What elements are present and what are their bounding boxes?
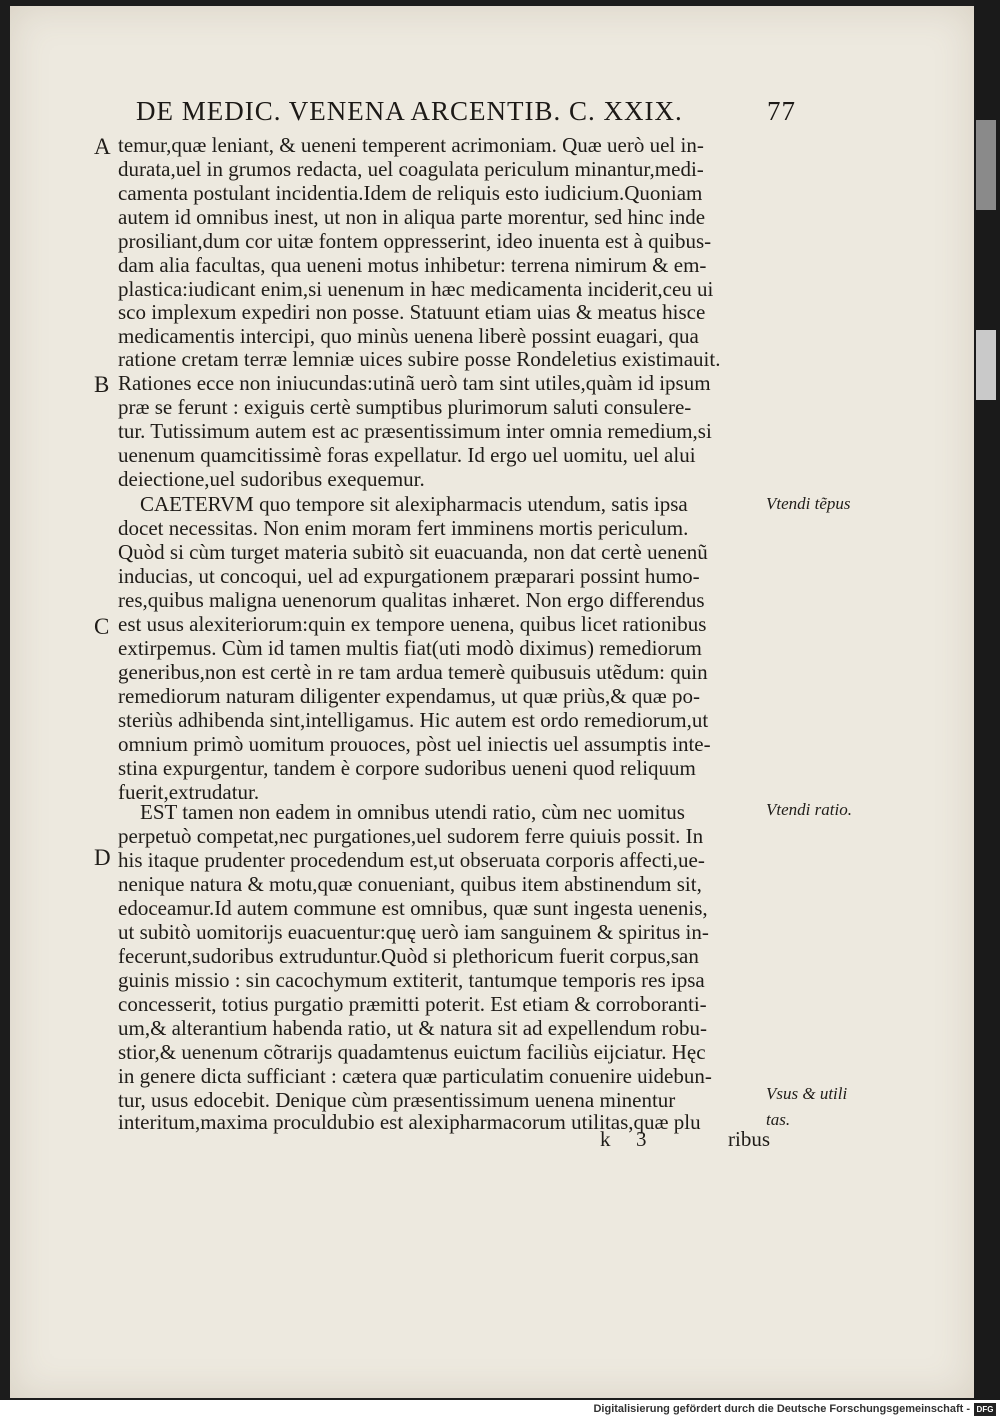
text-line: plastica:iudicant enim,si uenenum in hæc medicamenta inciderit,ceu ui <box>118 277 714 301</box>
text-line: generibus,non est certè in re tam ardua temerè quibusuis utẽdum: quin <box>118 660 708 684</box>
color-tab-light <box>976 330 996 400</box>
text-line: medicamentis intercipi, quo minùs uenena liberè possint euagari, qua <box>118 324 699 348</box>
text-line: ratione cretam terræ lemniæ uices subire posse Rondeletius existimauit. <box>118 347 721 371</box>
text-line: concesserit, totius purgatio præmitti poterit. Est etiam & corroboranti- <box>118 992 707 1016</box>
text-line: res,quibus maligna uenenorum qualitas inhæret. Non ergo differendus <box>118 588 705 612</box>
text-line: autem id omnibus inest, ut non in aliqua parte morentur, sed hinc inde <box>118 205 706 229</box>
text-line: stina expurgentur, tandem è corpore sudoribus ueneni quod reliquum <box>118 756 696 780</box>
signature-mark: k <box>600 1127 611 1151</box>
footer-bar <box>0 1400 1000 1421</box>
text-line: ut subitò uomitorijs euacuentur:quę uerò iam sanguinem & spiritus in- <box>118 920 709 944</box>
text-line: nenique natura & motu,quæ conueniant, quibus item abstinendum sit, <box>118 872 702 896</box>
text-line: durata,uel in grumos redacta, uel coagulata periculum minantur,medi- <box>118 157 704 181</box>
text-line: deiectione,uel sudoribus exequemur. <box>118 467 425 491</box>
text-line: sco implexum expediri non posse. Statuunt etiam uias & meatus hisce <box>118 300 706 324</box>
color-tab-gray <box>976 120 996 210</box>
text-line: fuerit,extrudatur. <box>118 780 260 804</box>
running-head <box>136 96 796 127</box>
text-line: his itaque prudenter procedendum est,ut obseruata corporis affecti,ue- <box>118 848 705 872</box>
text-line: uenenum quamcitissimè foras expellatur. Id ergo uel uomitu, uel alui <box>118 443 696 467</box>
section-letter-d: D <box>94 845 111 870</box>
text-line: extirpemus. Cùm id tamen multis fiat(uti modò diximus) remediorum <box>118 636 702 660</box>
text-line: um,& alterantium habenda ratio, ut & natura sit ad expellendum robu- <box>118 1016 707 1040</box>
text-line: Rationes ecce non iniucundas:utinã uerò tam sint utiles,quàm id ipsum <box>118 371 711 395</box>
text-line: stior,& uenenum cõtrarijs quadamtenus euictum faciliùs eijciatur. Hęc <box>118 1040 706 1064</box>
running-head-title: DE MEDIC. VENENA ARCENTIB. C. XXIX. <box>136 96 683 126</box>
catchword: ribus <box>728 1127 770 1151</box>
text-line: guinis missio : sin cacochymum extiterit, tantumque temporis res ipsa <box>118 968 705 992</box>
text-line: interitum,maxima proculdubio est alexipharmacorum utilitas,quæ plu <box>118 1110 701 1134</box>
text-line: Quòd si cùm turget materia subitò sit euacuanda, non dat certè uenenũ <box>118 540 708 564</box>
section-letter-a: A <box>94 134 111 159</box>
text-line: præ se ferunt : exiguis certè sumptibus plurimorum saluti consulere- <box>118 395 692 419</box>
text-line: est usus alexiteriorum:quin ex tempore uenena, quibus licet rationibus <box>118 612 707 636</box>
text-line: prosiliant,dum cor uitæ fontem oppresserint, ideo inuenta est à quibus- <box>118 229 712 253</box>
footer-credit-text: Digitalisierung gefördert durch die Deutsche Forschungsgemeinschaft - <box>593 1403 970 1415</box>
text-line: EST tamen non eadem in omnibus utendi ratio, cùm nec uomitus <box>140 800 685 824</box>
text-line: omnium primò uomitum prouoces, pòst uel iniectis uel assumptis inte- <box>118 732 711 756</box>
dfg-logo: DFG <box>974 1403 996 1416</box>
text-line: docet necessitas. Non enim moram fert imminens mortis periculum. <box>118 516 689 540</box>
text-line: fecerunt,sudoribus extruduntur.Quòd si plethoricum fuerit corpus,san <box>118 944 699 968</box>
text-line: inducias, ut concoqui, uel ad expurgationem præparari possint humo- <box>118 564 700 588</box>
text-line: steriùs adhibenda sint,intelligamus. Hic autem est ordo remediorum,ut <box>118 708 709 732</box>
text-line: in genere dicta sufficiant : cætera quæ particulatim conuenire uidebun- <box>118 1064 712 1088</box>
text-line: temur,quæ leniant, & ueneni temperent acrimoniam. Quæ uerò uel in- <box>118 133 704 157</box>
signature-number: 3 <box>636 1127 647 1151</box>
text-line: edoceamur.Id autem commune est omnibus, quæ sunt ingesta uenenis, <box>118 896 708 920</box>
text-line: remediorum naturam diligenter expendamus, ut quæ priùs,& quæ po- <box>118 684 701 708</box>
text-line: camenta postulant incidentia.Idem de reliquis esto iudicium.Quoniam <box>118 181 703 205</box>
marginal-note: tas. <box>766 1110 791 1129</box>
section-letter-b: B <box>94 372 110 397</box>
marginal-note: Vtendi tẽpus <box>766 494 851 513</box>
page-number: 77 <box>767 96 796 126</box>
text-line: CAETERVM quo tempore sit alexipharmacis utendum, satis ipsa <box>140 492 688 516</box>
text-line: tur. Tutissimum autem est ac præsentissimum inter omnia remedium,si <box>118 419 712 443</box>
marginal-note: Vtendi ratio. <box>766 800 852 819</box>
scanner-edge-strip <box>974 0 1000 1400</box>
section-letter-c: C <box>94 614 110 639</box>
text-line: dam alia facultas, qua ueneni motus inhibetur: terrena nimirum & em- <box>118 253 707 277</box>
text-line: tur, usus edocebit. Denique cùm præsentissimum uenena minentur <box>118 1088 676 1112</box>
marginal-note: Vsus & utili <box>766 1084 848 1103</box>
text-line: perpetuò competat,nec purgationes,uel sudorem ferre quiuis possit. In <box>118 824 704 848</box>
